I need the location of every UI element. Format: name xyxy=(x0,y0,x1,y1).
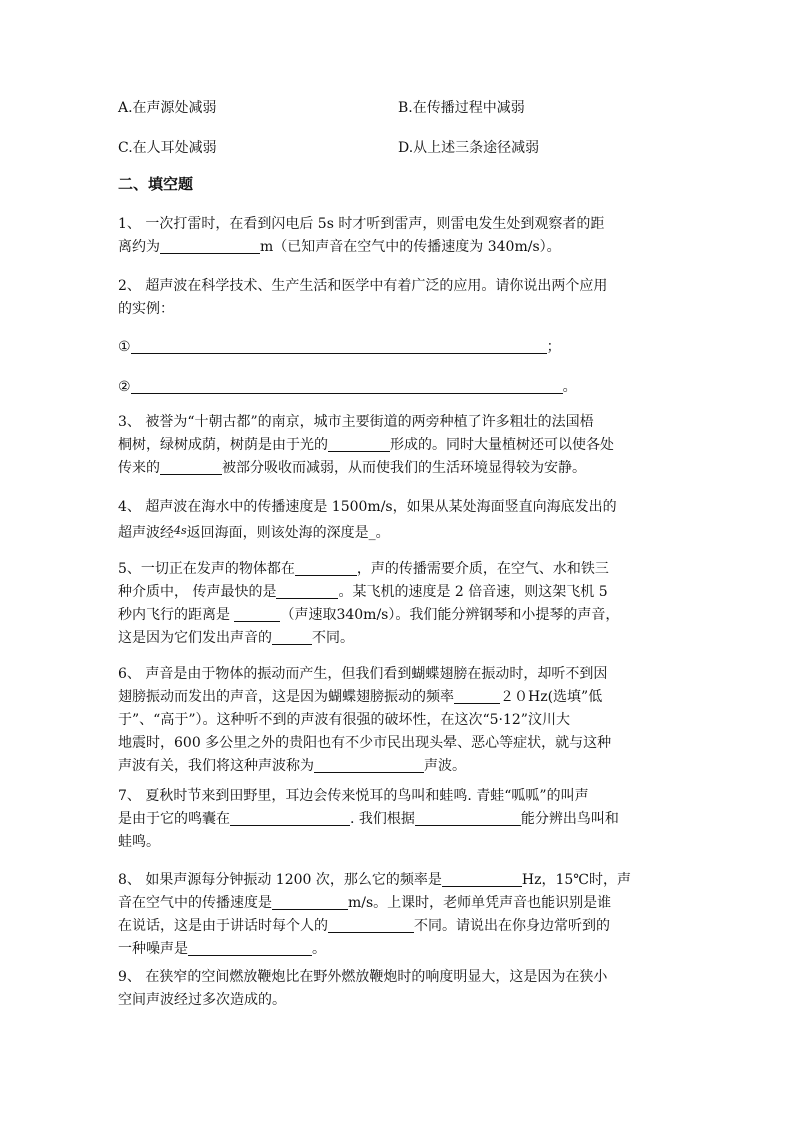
question-4 xyxy=(118,496,678,545)
text-fragment: Hz，15℃时，声 xyxy=(521,872,631,888)
question-text-line xyxy=(118,686,678,709)
question-text-line xyxy=(118,519,678,545)
answer-blank[interactable] xyxy=(328,916,414,933)
text-fragment: 超声波经 xyxy=(118,525,174,541)
choice-b: B.在传播过程中减弱 xyxy=(398,100,525,116)
text-fragment: 。某飞机的速度是 2 倍音速，则这架飞机 5 xyxy=(338,584,608,600)
question-text: 2、 超声波在科学技术、生产生活和医学中有着广泛的应用。请你说出两个应用 xyxy=(118,278,608,294)
answer-blank[interactable] xyxy=(230,809,350,826)
question-text-line xyxy=(118,434,678,457)
section-title: 二、填空题 xyxy=(118,175,194,193)
text-fragment: ２０Hz(选填”低 xyxy=(500,689,603,705)
text-fragment: 8、 如果声源每分钟振动 1200 次，那么它的频率是 xyxy=(118,872,442,888)
text-fragment: 返回海面，则该处海的深度是_。 xyxy=(186,525,390,541)
answer-blank[interactable] xyxy=(188,939,312,956)
text-fragment: 翅膀振动而发出的声音，这是因为蝴蝶翅膀振动的频率 xyxy=(118,689,454,705)
answer-blank[interactable] xyxy=(454,687,500,704)
text-fragment: 不同。 xyxy=(312,630,354,646)
answer-blank[interactable] xyxy=(276,582,338,599)
answer-blank[interactable] xyxy=(314,756,424,773)
text-fragment: 不同。请说出在你身边常听到的 xyxy=(414,918,610,934)
question-text-line xyxy=(118,915,678,938)
question-text-line xyxy=(118,236,678,259)
answer-blank[interactable] xyxy=(328,435,390,452)
answer-blank[interactable] xyxy=(442,870,522,887)
question-text-line xyxy=(118,581,678,604)
answer-line-2 xyxy=(118,376,577,396)
question-text: 9、 在狭窄的空间燃放鞭炮比在野外燃放鞭炮时的响度明显大，这是因为在狭小 xyxy=(118,969,608,985)
question-text: 1、 一次打雷时，在看到闪电后 5s 时才听到雷声，则雷电发生处到观察者的距 xyxy=(118,216,605,232)
text-fragment: 被部分吸收而减弱，从而使我们的生活环境显得较为安静。 xyxy=(222,460,586,476)
question-text-line xyxy=(118,808,678,831)
text-fragment: 形成的。同时大量植树还可以使各处 xyxy=(390,437,614,453)
question-text-line xyxy=(118,457,678,480)
text-fragment: 传来的 xyxy=(118,460,160,476)
question-text: 6、 声音是由于物体的振动而产生，但我们看到蝴蝶翅膀在振动时，却听不到因 xyxy=(118,666,608,682)
question-5 xyxy=(118,558,678,650)
text-fragment: 离约为 xyxy=(118,239,160,255)
question-text-line xyxy=(118,938,678,961)
text-fragment: 在说话，这是由于讲话时每个人的 xyxy=(118,918,328,934)
answer-line-1 xyxy=(118,336,561,356)
text-fragment: . 我们根据 xyxy=(350,811,415,827)
answer-blank[interactable] xyxy=(131,337,547,354)
question-text: 空间声波经过多次造成的。 xyxy=(118,992,286,1008)
question-8 xyxy=(118,869,678,961)
text-fragment: m（已知声音在空气中的传播速度为 340m/s）。 xyxy=(260,239,561,255)
question-text: 于”、“高于”）。这种听不到的声波有很强的破坏性，在这次“5·12”汶川大 xyxy=(118,712,570,728)
question-text-line xyxy=(118,892,678,915)
choice-a: A.在声源处减弱 xyxy=(118,100,217,116)
text-fragment: 这是因为它们发出声音的 xyxy=(118,630,272,646)
question-text-line xyxy=(118,627,678,650)
text-fragment: 5、一切正在发声的物体都在 xyxy=(118,561,295,577)
text-fragment: 能分辨出鸟叫和 xyxy=(520,811,619,827)
choice-d: D.从上述三条途径减弱 xyxy=(398,140,540,156)
text-fragment: 秒内飞行的距离是 xyxy=(118,607,235,623)
circled-two: ② xyxy=(118,379,131,395)
text-fragment: 一种噪声是 xyxy=(118,941,188,957)
text-fragment: m/s。上课时，老师单凭声音也能识别是谁 xyxy=(348,895,612,911)
text-fragment: 种介质中， 传声最快的是 xyxy=(118,584,277,600)
question-text: 3、 被誉为“十朝古都”的南京，城市主要街道的两旁种植了许多粗壮的法国梧 xyxy=(118,414,594,430)
text-fragment: 音在空气中的传播速度是 xyxy=(118,895,272,911)
text-fragment: 声波。 xyxy=(424,758,466,774)
question-text: 4、 超声波在海水中的传播速度是 1500m/s，如果从某处海面竖直向海底发出的 xyxy=(118,499,617,515)
question-text-line xyxy=(118,869,678,892)
text-fragment: 。 xyxy=(312,941,326,957)
time-value: 4s xyxy=(174,524,187,537)
question-text: 蛙鸣。 xyxy=(118,834,160,850)
answer-blank[interactable] xyxy=(234,605,280,622)
text-fragment: 声波有关，我们将这种声波称为 xyxy=(118,758,314,774)
text-fragment: 是由于它的鸣囊在 xyxy=(118,811,230,827)
circled-one: ① xyxy=(118,339,131,355)
answer-blank[interactable] xyxy=(295,559,357,576)
answer-blank[interactable] xyxy=(131,377,563,394)
text-fragment: 桐树，绿树成荫，树荫是由于光的 xyxy=(118,437,328,453)
question-1 xyxy=(118,213,678,259)
answer-blank[interactable] xyxy=(160,458,222,475)
answer-blank[interactable] xyxy=(272,628,312,645)
question-text: 地震时，600 多公里之外的贵阳也有不少市民出现头晕、恶心等症状，就与这种 xyxy=(118,735,612,751)
question-text-line xyxy=(118,755,678,778)
answer-blank[interactable] xyxy=(272,893,348,910)
text-fragment: （声速取340m/s）。我们能分辨钢琴和小提琴的声音， xyxy=(280,607,620,623)
text-fragment: ，声的传播需要介质，在空气、水和铁三 xyxy=(356,561,609,577)
question-6 xyxy=(118,663,678,778)
question-text-line xyxy=(118,558,678,581)
answer-blank[interactable] xyxy=(160,237,260,254)
question-2 xyxy=(118,275,678,321)
text-fragment: ； xyxy=(546,339,561,355)
question-7 xyxy=(118,785,678,854)
choice-c: C.在人耳处减弱 xyxy=(118,140,217,156)
question-text: 的实例： xyxy=(118,301,174,317)
question-3 xyxy=(118,411,678,480)
question-text: 7、 夏秋时节来到田野里，耳边会传来悦耳的鸟叫和蛙鸣. 青蛙“呱呱”的叫声 xyxy=(118,788,589,804)
text-fragment: 。 xyxy=(562,379,577,395)
question-9 xyxy=(118,966,678,1012)
answer-blank[interactable] xyxy=(415,809,521,826)
question-text-line xyxy=(118,604,678,627)
